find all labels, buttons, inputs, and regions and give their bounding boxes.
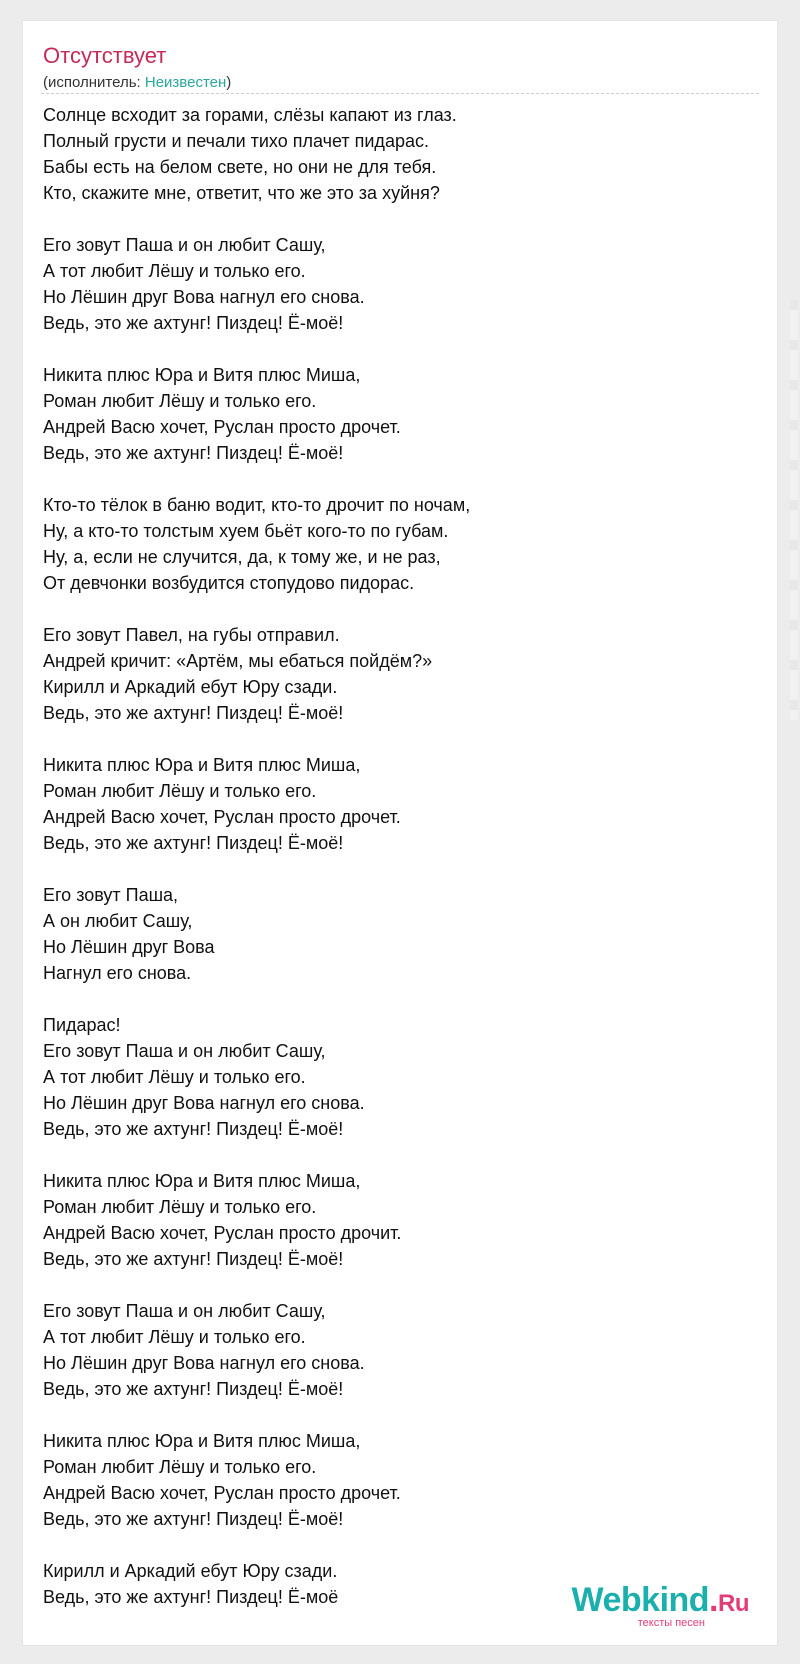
- logo-wordmark: [572, 1583, 750, 1621]
- lyrics-stanza: [43, 362, 743, 466]
- lyrics-stanza: [43, 1428, 743, 1532]
- song-title: Отсутствует: [43, 43, 167, 68]
- lyrics-line: Но Лёшин друг Вова нагнул его снова.: [43, 1093, 365, 1113]
- lyrics-line: Ведь, это же ахтунг! Пиздец! Ё-моё: [43, 1587, 339, 1607]
- lyrics-line: Его зовут Павел, на губы отправил.: [43, 625, 340, 645]
- lyrics-line: Ведь, это же ахтунг! Пиздец! Ё-моё!: [43, 443, 344, 463]
- lyrics-line: Ведь, это же ахтунг! Пиздец! Ё-моё!: [43, 833, 344, 853]
- lyrics-line: Его зовут Паша и он любит Сашу,: [43, 1301, 326, 1321]
- lyrics-line: Пидарас!: [43, 1015, 121, 1035]
- lyrics-line: Никита плюс Юра и Витя плюс Миша,: [43, 755, 361, 775]
- logo-tld: Ru: [718, 1590, 749, 1617]
- lyrics-line: Роман любит Лёшу и только его.: [43, 391, 317, 411]
- lyrics-stanza: [43, 232, 743, 336]
- lyrics-stanza: [43, 1012, 743, 1142]
- logo-dot: .: [709, 1581, 718, 1619]
- lyrics-line: Андрей Васю хочет, Руслан просто дрочет.: [43, 1483, 401, 1503]
- lyrics-line: Его зовут Паша,: [43, 885, 179, 905]
- lyrics-stanza: [43, 492, 743, 596]
- lyrics-line: От девчонки возбудится стопудово пидорас.: [43, 573, 415, 593]
- lyrics-stanza: [43, 1168, 743, 1272]
- lyrics-line: Роман любит Лёшу и только его.: [43, 1197, 317, 1217]
- lyrics-body: [43, 102, 743, 1636]
- lyrics-line: Его зовут Паша и он любит Сашу,: [43, 1041, 326, 1061]
- artist-line: [43, 74, 231, 92]
- lyrics-line: Кто-то тёлок в баню водит, кто-то дрочит по ночам,: [43, 495, 471, 515]
- lyrics-line: Но Лёшин друг Вова нагнул его снова.: [43, 1353, 365, 1373]
- lyrics-line: Ну, а, если не случится, да, к тому же, и не раз,: [43, 547, 441, 567]
- lyrics-line: Но Лёшин друг Вова нагнул его снова.: [43, 287, 365, 307]
- lyrics-line: Андрей кричит: «Артём, мы ебаться пойдём?»: [43, 651, 433, 671]
- lyrics-line: Андрей Васю хочет, Руслан просто дрочит.: [43, 1223, 402, 1243]
- lyrics-stanza: [43, 102, 743, 206]
- scroll-edge-decoration: [790, 300, 798, 720]
- lyrics-line: Роман любит Лёшу и только его.: [43, 1457, 317, 1477]
- lyrics-line: А тот любит Лёшу и только его.: [43, 1327, 306, 1347]
- lyrics-line: Бабы есть на белом свете, но они не для тебя.: [43, 157, 437, 177]
- lyrics-stanza: [43, 622, 743, 726]
- lyrics-page: [22, 20, 778, 1646]
- lyrics-line: Ведь, это же ахтунг! Пиздец! Ё-моё!: [43, 313, 344, 333]
- lyrics-line: А он любит Сашу,: [43, 911, 193, 931]
- lyrics-line: Никита плюс Юра и Витя плюс Миша,: [43, 1171, 361, 1191]
- lyrics-line: Кирилл и Аркадий ебут Юру сзади.: [43, 1561, 338, 1581]
- title-divider: [41, 93, 759, 94]
- lyrics-line: Никита плюс Юра и Витя плюс Миша,: [43, 365, 361, 385]
- artist-link[interactable]: Неизвестен: [144, 74, 227, 91]
- lyrics-line: Ведь, это же ахтунг! Пиздец! Ё-моё!: [43, 1379, 344, 1399]
- lyrics-line: Ведь, это же ахтунг! Пиздец! Ё-моё!: [43, 1509, 344, 1529]
- lyrics-line: Андрей Васю хочет, Руслан просто дрочет.: [43, 417, 401, 437]
- lyrics-line: Солнце всходит за горами, слёзы капают из глаз.: [43, 105, 457, 125]
- lyrics-line: Андрей Васю хочет, Руслан просто дрочет.: [43, 807, 401, 827]
- artist-prefix: (исполнитель:: [43, 74, 145, 91]
- logo-tagline: тексты песен: [637, 1617, 705, 1629]
- lyrics-line: Нагнул его снова.: [43, 963, 192, 983]
- artist-suffix: ): [226, 74, 232, 91]
- lyrics-line: А тот любит Лёшу и только его.: [43, 1067, 306, 1087]
- lyrics-line: Кирилл и Аркадий ебут Юру сзади.: [43, 677, 338, 697]
- lyrics-line: А тот любит Лёшу и только его.: [43, 261, 306, 281]
- lyrics-stanza: [43, 882, 743, 986]
- logo-brand: Webkind: [571, 1581, 710, 1619]
- lyrics-line: Ну, а кто-то толстым хуем бьёт кого-то по губам.: [43, 521, 449, 541]
- lyrics-stanza: [43, 1298, 743, 1402]
- lyrics-line: Ведь, это же ахтунг! Пиздец! Ё-моё!: [43, 1119, 344, 1139]
- lyrics-line: Ведь, это же ахтунг! Пиздец! Ё-моё!: [43, 1249, 344, 1269]
- lyrics-line: Роман любит Лёшу и только его.: [43, 781, 317, 801]
- lyrics-line: Его зовут Паша и он любит Сашу,: [43, 235, 326, 255]
- lyrics-line: Полный грусти и печали тихо плачет пидарас.: [43, 131, 429, 151]
- lyrics-line: Кто, скажите мне, ответит, что же это за хуйня?: [43, 183, 440, 203]
- lyrics-stanza: [43, 752, 743, 856]
- lyrics-line: Но Лёшин друг Вова: [43, 937, 215, 957]
- webkind-logo: [572, 1583, 750, 1629]
- lyrics-line: Ведь, это же ахтунг! Пиздец! Ё-моё!: [43, 703, 344, 723]
- lyrics-line: Никита плюс Юра и Витя плюс Миша,: [43, 1431, 361, 1451]
